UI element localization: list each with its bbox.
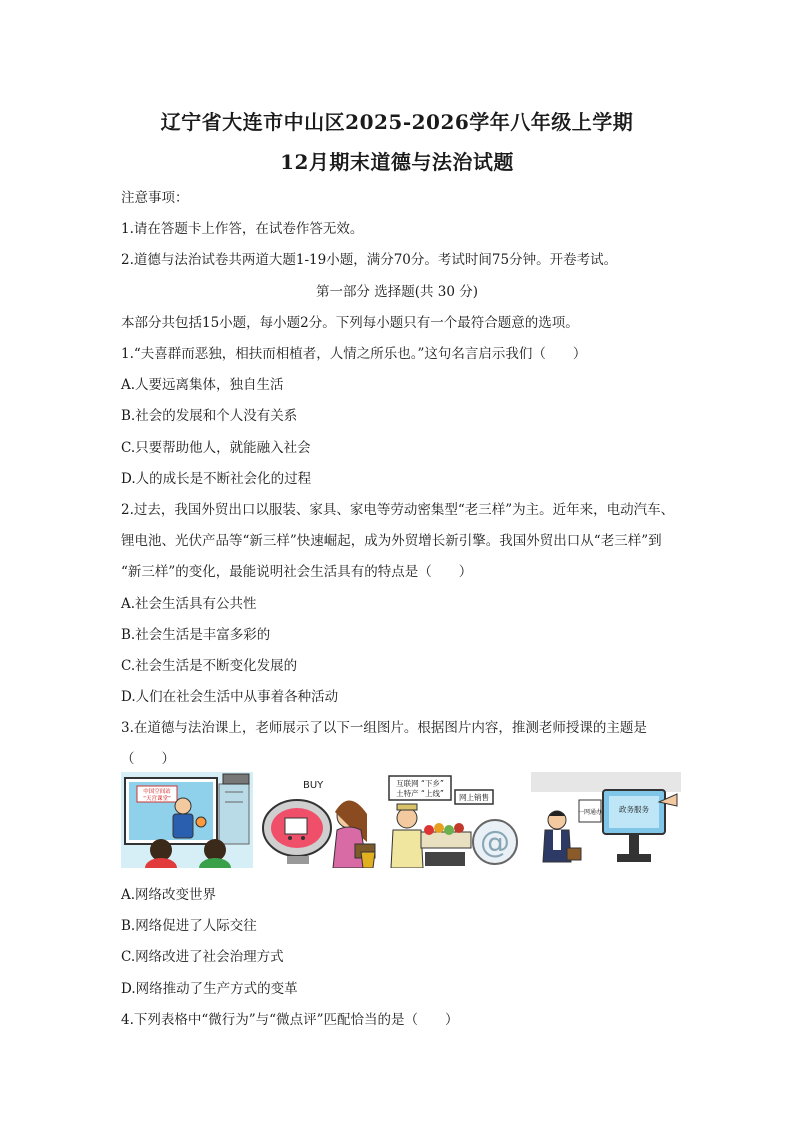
part1-instructions: 本部分共包括15小题，每小题2分。下列每小题只有一个最符合题意的选项。 <box>121 315 579 331</box>
q1-stem: 1.“夫喜群而恶独，相扶而相植者，人情之所乐也。”这句名言启示我们（ ） <box>121 346 587 362</box>
q2-option-d: D.人们在社会生活中从事着各种活动 <box>121 689 339 705</box>
p4-sign-line1: 一网通办 <box>577 809 603 816</box>
q3-picture-strip <box>121 772 681 868</box>
q1-option-a: A.人要远离集体，独自生活 <box>121 377 284 393</box>
picture-rural-ecommerce <box>385 772 525 868</box>
q2-stem-line2: 锂电池、光伏产品等“新三样”快速崛起，成为外贸增长新引擎。我国外贸出口从“老三样”到 <box>121 533 662 549</box>
q3-option-d: D.网络推动了生产方式的变革 <box>121 981 298 997</box>
p2-buy-text: BUY <box>303 780 324 791</box>
classroom-illustration <box>121 772 253 868</box>
q1-option-d: D.人的成长是不断社会化的过程 <box>121 471 312 487</box>
q2-stem-line1: 2.过去，我国外贸出口以服装、家具、家电等劳动密集型“老三样”为主。近年来，电动汽车、 <box>121 502 675 518</box>
q4-stem: 4.下列表格中“微行为”与“微点评”匹配恰当的是（ ） <box>121 1012 459 1028</box>
notes-heading: 注意事项： <box>121 190 189 206</box>
q1-option-c: C.只要帮助他人，就能融入社会 <box>121 440 311 456</box>
part1-heading: 第一部分 选择题(共 30 分) <box>315 284 479 300</box>
exam-title-line2: 12月期末道德与法治试题 <box>280 150 514 174</box>
q1-option-b: B.社会的发展和个人没有关系 <box>121 408 298 424</box>
q3-option-c: C.网络改进了社会治理方式 <box>121 949 284 965</box>
picture-e-government <box>531 772 681 868</box>
q2-option-a: A.社会生活具有公共性 <box>121 596 257 612</box>
p3-sign-line2: 土特产 “上线” <box>396 789 444 798</box>
q2-option-b: B.社会生活是丰富多彩的 <box>121 627 271 643</box>
picture-space-classroom <box>121 772 253 868</box>
p1-sign-line1: 中国空间站 <box>143 789 171 795</box>
egov-illustration <box>531 772 681 868</box>
shopping-illustration <box>257 772 381 868</box>
q3-stem-line1: 3.在道德与法治课上，老师展示了以下一组图片。根据图片内容，推测老师授课的主题是 <box>121 720 647 736</box>
ecommerce-illustration <box>385 772 525 868</box>
q2-stem-line3: “新三样”的变化，最能说明社会生活具有的特点是（ ） <box>121 564 473 580</box>
exam-title-line1: 辽宁省大连市中山区2025-2026学年八年级上学期 <box>160 110 634 134</box>
q3-option-b: B.网络促进了人际交往 <box>121 918 257 934</box>
p3-sign-line1: 互联网 “下乡” <box>396 779 444 788</box>
p3-sign-line3: 网上销售 <box>459 793 489 802</box>
note-2: 2.道德与法治试卷共两道大题1-19小题，满分70分。考试时间75分钟。开卷考试。 <box>121 252 618 268</box>
q2-option-c: C.社会生活是不断变化发展的 <box>121 658 298 674</box>
picture-online-shopping <box>257 772 381 868</box>
at-sign-icon: @ <box>480 825 510 860</box>
note-1: 1.请在答题卡上作答，在试卷作答无效。 <box>121 221 364 237</box>
q3-stem-line2: （ ） <box>121 751 175 767</box>
p1-sign-line2: “天宫课堂” <box>143 796 171 802</box>
q3-option-a: A.网络改变世界 <box>121 887 217 903</box>
p4-sign-line2: 政务服务 <box>619 805 649 814</box>
